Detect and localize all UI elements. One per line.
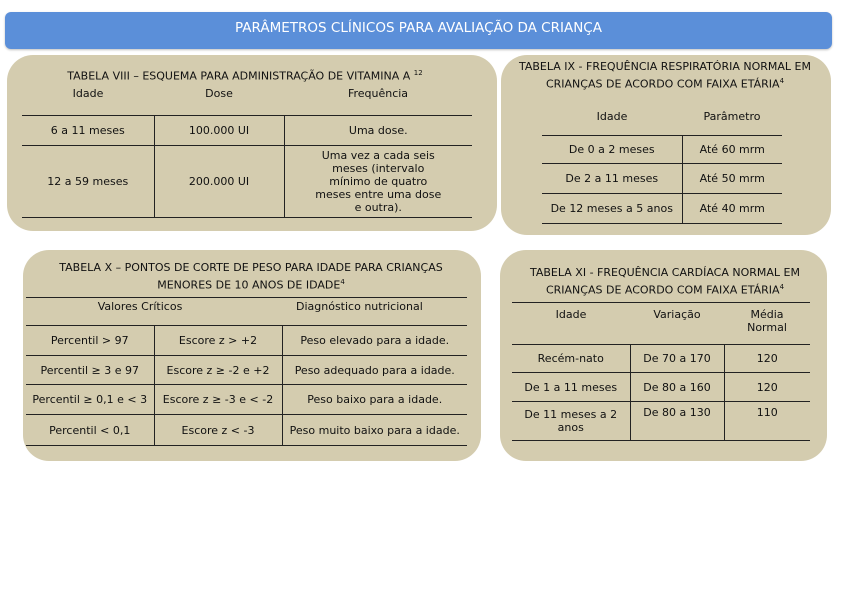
table10-caption: TABELA X – PONTOS DE CORTE DE PESO PARA IDADE PARA CRIANÇAS MENORES DE 10 ANOS DE IDADE$^4$ — [59, 261, 443, 292]
table9-caption-ref: 4 — [779, 77, 785, 85]
table9-cell: Até 60 mrm — [699, 142, 765, 156]
table11 — [512, 302, 810, 441]
table10-cell: Escore z > +2 — [154, 326, 282, 356]
table9-cell: De 12 meses a 5 anos — [542, 193, 682, 223]
table8-cell: 100.000 UI — [154, 115, 284, 145]
table10-cell: Escore z ≥ -2 e +2 — [154, 356, 282, 385]
table9-header-parametro: Parâmetro — [703, 110, 761, 123]
table11-header-media: Média Normal — [747, 308, 787, 334]
table9 — [542, 108, 782, 224]
table8-cell: Uma vez a cada seis meses (intervalo mínimo de quatro meses entre uma dose e outra). — [315, 148, 442, 214]
page-banner — [5, 12, 832, 49]
table8-cell: Uma dose. — [348, 123, 408, 137]
table10 — [26, 297, 467, 446]
table11-cell: Recém-nato — [512, 345, 630, 373]
table9-cell: Até 40 mrm — [699, 201, 765, 215]
table10-cell: Percentil ≥ 3 e 97 — [26, 356, 154, 385]
table-row — [512, 373, 810, 402]
table11-caption-ref: 4 — [779, 283, 785, 291]
table11-cell: 110 — [756, 406, 778, 419]
table10-cell: Peso adequado para a idade. — [294, 363, 455, 377]
table11-cell: De 80 a 130 — [630, 402, 724, 441]
table8-header-frequencia: Frequência — [347, 87, 409, 100]
table11-cell: 120 — [756, 380, 778, 394]
table10-caption-ref: 4 — [340, 278, 345, 286]
table10-header-diagnostico: Diagnóstico nutricional — [296, 300, 423, 313]
table9-caption: TABELA IX - FREQUÊNCIA RESPIRATÓRIA NORMAL EM CRIANÇAS DE ACORDO COM FAIXA ETÁRIA$^4$ — [518, 60, 811, 91]
table-row — [512, 345, 810, 373]
table8 — [22, 85, 472, 218]
table10-cell: Peso elevado para a idade. — [300, 334, 450, 347]
table-row — [542, 135, 782, 163]
table10-cell: Percentil ≥ 0,1 e < 3 — [26, 385, 154, 415]
table11-header-variacao: Variação — [653, 308, 701, 321]
table11-caption: TABELA XI - FREQUÊNCIA CARDÍACA NORMAL EM CRIANÇAS DE ACORDO COM FAIXA ETÁRIA$^4$ — [530, 266, 800, 297]
table8-cell: 12 a 59 meses — [22, 145, 154, 217]
table8-cell: 200.000 UI — [154, 145, 284, 217]
table-row — [26, 356, 467, 385]
table11-cell: De 11 meses a 2 anos — [512, 402, 630, 441]
table11-cell: 120 — [756, 352, 778, 365]
table-row — [26, 326, 467, 356]
table8-cell: 6 a 11 meses — [22, 115, 154, 145]
table11-cell: De 80 a 160 — [630, 373, 724, 402]
table-row — [22, 145, 472, 217]
table10-header-valores: Valores Críticos — [97, 300, 183, 313]
table9-cell: Até 50 mrm — [699, 171, 765, 185]
table8-caption: TABELA VIII – ESQUEMA PARA ADMINISTRAÇÃO DE VITAMINA A $^{12}$ — [67, 69, 423, 83]
table10-cell: Peso baixo para a idade. — [307, 393, 443, 406]
table-row — [542, 193, 782, 223]
table11-cell: De 1 a 11 meses — [512, 373, 630, 402]
table-row — [512, 402, 810, 441]
table10-cell: Percentil > 97 — [26, 326, 154, 356]
table8-caption-ref: 12 — [413, 69, 423, 77]
table11-cell: De 70 a 170 — [630, 345, 724, 373]
table-row — [542, 163, 782, 193]
page-title: PARÂMETROS CLÍNICOS PARA AVALIAÇÃO DA CRIANÇA — [235, 20, 602, 36]
table9-cell: De 0 a 2 meses — [542, 135, 682, 163]
table8-header-idade: Idade — [72, 87, 104, 100]
table-row — [22, 115, 472, 145]
table9-cell: De 2 a 11 meses — [542, 163, 682, 193]
table-row — [26, 415, 467, 446]
table10-cell: Peso muito baixo para a idade. — [289, 423, 460, 437]
table9-header-idade: Idade — [596, 110, 628, 123]
table10-cell: Escore z ≥ -3 e < -2 — [154, 385, 282, 415]
table10-cell: Percentil < 0,1 — [26, 415, 154, 446]
table10-cell: Escore z < -3 — [154, 415, 282, 446]
table8-header-dose: Dose — [205, 87, 233, 100]
table-row — [26, 385, 467, 415]
table11-header-idade: Idade — [555, 308, 587, 321]
